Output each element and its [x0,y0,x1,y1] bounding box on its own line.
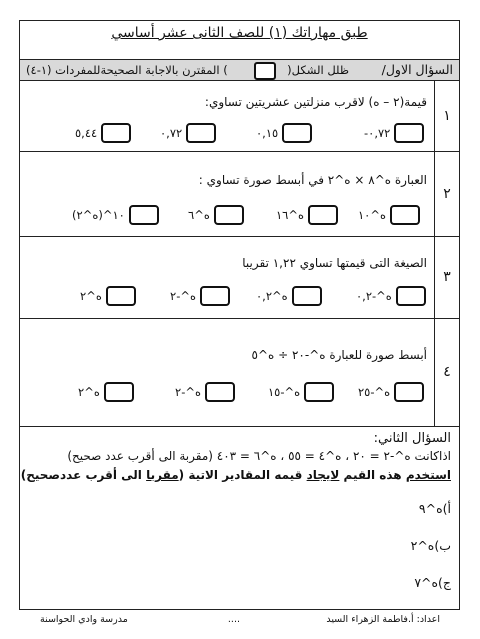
answer-box[interactable] [394,382,424,402]
question-2-given: اذاكانت ه^-٢ = ٢٠ ، ه^٤ = ٥٥ ، ه^٦ = ٤٠٣ (مقربة الى أقرب عدد صحيح) [67,449,451,463]
option-b[interactable]: ه^٠,٢ [256,286,322,306]
option-a[interactable]: ه^-٠,٢ [356,286,426,306]
item-stem: العبارة ه^٨ × ه^٢ في أبسط صورة تساوي : [198,173,427,187]
answer-box[interactable] [186,123,216,143]
item-number: ٣ [434,236,459,318]
option-d[interactable]: (ه^٢)^١٠ [72,205,159,225]
item-stem: قيمة(٢ – ه) لاقرب منزلتين عشريتين تساوي: [204,95,427,109]
answer-box[interactable] [214,205,244,225]
footer-school: مدرسة وادي الحواسنة [40,614,128,625]
answer-box[interactable] [101,123,131,143]
option-c[interactable]: ٠,٧٢ [160,123,216,143]
answer-box[interactable] [394,123,424,143]
footer-dots: .... [227,614,240,625]
option-d[interactable]: ه^٢ [78,382,134,402]
item-number: ١ [434,81,459,151]
question-2-task: استخدم هذه القيم لايجاد قيمه المقادير الاتية (مقربا الى أقرب عددصحيح) [20,468,451,482]
answer-box[interactable] [292,286,322,306]
option-b[interactable]: ه^-١٥ [268,382,334,402]
answer-box[interactable] [396,286,426,306]
instruction-part-a: ظلل الشكل( [287,63,349,77]
answer-box[interactable] [106,286,136,306]
part-a: أ)ه^٩ [418,501,451,516]
mcq-item-1 [20,81,459,152]
mcq-item-4 [20,318,459,427]
option-b[interactable]: ٠,١٥ [256,123,312,143]
question-1-label: السؤال الاول/ [381,62,453,77]
worksheet [19,20,460,610]
answer-box[interactable] [104,382,134,402]
item-stem: الصيغة التى قيمتها تساوي ١,٢٢ تقريبا [242,256,427,270]
mcq-item-3 [20,236,459,319]
question-1-header [20,59,459,81]
answer-box[interactable] [282,123,312,143]
mcq-item-2 [20,151,459,237]
answer-box[interactable] [308,205,338,225]
answer-box[interactable] [304,382,334,402]
answer-box[interactable] [200,286,230,306]
option-d[interactable]: ٥,٤٤ [75,123,131,143]
option-a[interactable]: -٠,٧٢ [364,123,424,143]
item-number: ٤ [434,318,459,426]
instruction-part-b: ) المقترن بالاجابة الصحيحةللمفردات (١-٤) [26,63,228,77]
footer-author: اعداد: أ.فاطمة الزهراء السيد [326,614,440,625]
option-c[interactable]: ه^-٢ [175,382,235,402]
shade-box-icon [254,62,276,80]
option-b[interactable]: ه^١٦ [276,205,338,225]
option-c[interactable]: ه^-٢ [170,286,230,306]
option-d[interactable]: ه^٢ [80,286,136,306]
part-c: ج)ه^٧ [414,575,451,590]
part-b: ب)ه^٢ [410,538,451,553]
question-2-label: السؤال الثاني: [373,431,451,446]
answer-box[interactable] [390,205,420,225]
option-c[interactable]: ه^٦ [188,205,244,225]
answer-box[interactable] [129,205,159,225]
option-a[interactable]: ه^-٢٥ [358,382,424,402]
worksheet-title: طبق مهاراتك (١) للصف الثانى عشر أساسي [111,25,368,41]
item-stem: أبسط صورة للعبارة ه^-٢٠ ÷ ه^٥ [251,348,427,362]
option-a[interactable]: ه^١٠ [358,205,420,225]
answer-box[interactable] [205,382,235,402]
item-number: ٢ [434,151,459,236]
